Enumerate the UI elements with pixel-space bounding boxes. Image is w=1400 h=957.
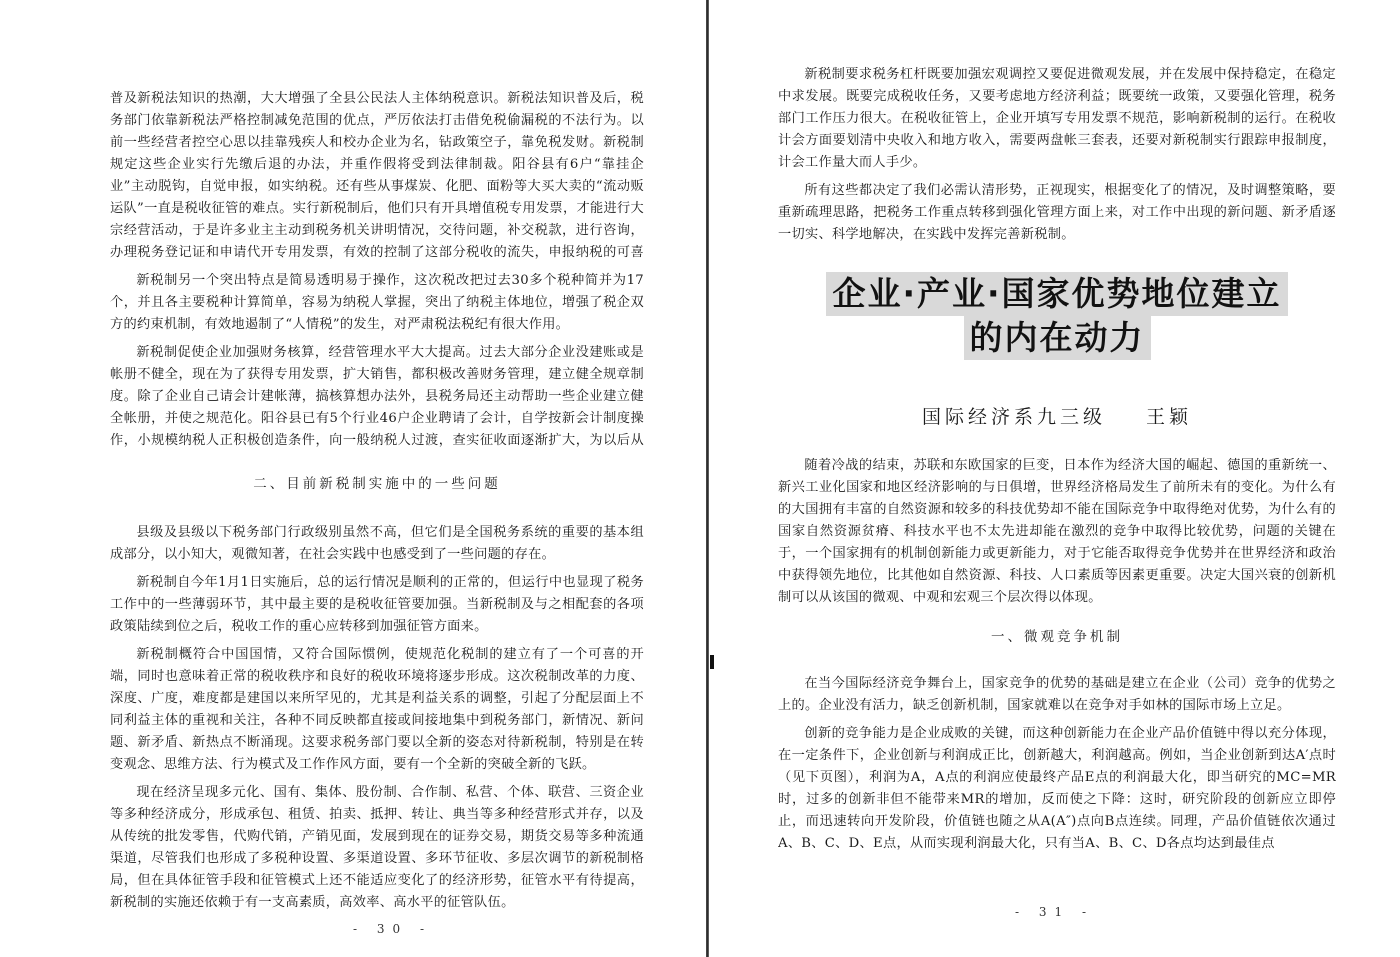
left-text-column (110, 88, 644, 914)
left-paragraph-1: 普及新税法知识的热潮，大大增强了全县公民法人主体纳税意识。新税法知识普及后，税务部门依靠新税法严格控制减免范围的优点，严厉依法打击借免税偷漏税的不法行为。以前一些经营者控空心思以挂靠残疾人和校办企业为名，钻政策空子，靠免税发财。新税制规定这些企业实行先缴后退的办法，并重作假将受到法律制裁。阳谷县有6户“靠挂企业”主动脱钩，自觉申报，如实纳税。还有些从事煤炭、化肥、面粉等大买大卖的“流动贩运队”一直是税收征管的难点。实行新税制后，他们只有开具增值税专用发票，才能进行大宗经营活动，于是许多业主主动到税务机关讲明情况，交待问题，补交税款，进行咨询，办理税务登记证和申请代开专用发票，有效的控制了这部分税收的流失，申报纳税的可喜 (110, 91, 644, 260)
left-paragraph-4: 县级及县级以下税务部门行政级别虽然不高，但它们是全国税务系统的重要的基本组成部分，以小知大，观微知著，在社会实践中也感受到了一些问题的存在。 (110, 525, 644, 562)
left-paragraph-2: 新税制另一个突出特点是简易透明易于操作，这次税改把过去30多个税种简并为17个，并且各主要税种计算简单，容易为纳税人掌握，突出了纳税主体地位，增强了税企双方的约束机制，有效地遏制了“人情税”的发生，对严肃税法税纪有很大作用。 (110, 273, 644, 332)
right-intro-paragraph: 随着冷战的结束，苏联和东欧国家的巨变，日本作为经济大国的崛起、德国的重新统一、新兴工业化国家和地区经济影响的与日俱增，世界经济格局发生了前所未有的变化。为什么有的大国拥有丰富的自然资源和较多的科技优势却不能在国际竞争中取得绝对优势，为什么有的国家自然资源贫瘠、科技水平也不太先进却能在激烈的竞争中取得比较优势，问题的关键在于，一个国家拥有的机制创新能力或更新能力，对于它能否取得竞争优势并在世界经济和政治中获得领先地位，比其他如自然资源、科技、人口素质等因素更重要。决定大国兴衰的创新机制可以从该国的微观、中观和宏观三个层次得以体现。 (778, 458, 1336, 605)
article-title-line-2: 的内在动力 (964, 316, 1151, 360)
right-section-heading: 一、微观竞争机制 (991, 629, 1123, 645)
article-title-line-1: 企业·产业·国家优势地位建立 (826, 272, 1287, 316)
left-paragraph-7: 现在经济呈现多元化、国有、集体、股份制、合作制、私营、个体、联营、三资企业等多种经济成分，形成承包、租赁、拍卖、抵押、转让、典当等多种经营形式并存，以及从传统的批发零售，代购代销，产销见面，发展到现在的证券交易，期货交易等多种流通渠道，尽管我们也形成了多税种设置、多渠道设置、多环节征收、多层次调节的新税制格局，但在具体征管手段和征管模式上还不能适应变化了的经济形势，征管水平有待提高，新税制的实施还依赖于有一支高素质，高效率、高水平的征管队伍。 (110, 785, 644, 910)
page-number-right: - 31 - (1015, 905, 1095, 919)
right-paragraph-1: 新税制要求税务杠杆既要加强宏观调控又要促进微观发展，并在发展中保持稳定，在稳定中求发展。既要完成税收任务，又要考虑地方经济利益；既要统一政策，又要强化管理，税务部门工作压力很大。在税收征管上，企业开填写专用发票不规范，影响新税制的运行。在税收计会方面要划清中央收入和地方收入，需要两盘帐三套表，还要对新税制实行跟踪申报制度，计会工作量大而人手少。 (778, 67, 1336, 170)
author-affiliation: 国际经济系九三级 (921, 406, 1106, 428)
page-number-left: - 30 - (353, 922, 433, 936)
right-paragraph-4: 创新的竞争能力是企业成败的关键，而这种创新能力在企业产品价值链中得以充分体现，在一定条件下，企业创新与利润成正比，创新越大，利润越高。例如，当企业创新到达A′点时（见下页图），利润为A，A点的利润应使最终产品E点的利润最大化，即当研究的MC=MR时，过多的创新非但不能带来MR的增加，反而使之下降：这时，研究阶段的创新应立即停止，而迅速转向开发阶段，价值链也随之从A(A″)点向B点连续。同理，产品价值链依次通过A、B、C、D、E点，从而实现利润最大化，只有当A、B、C、D各点均达到最佳点 (778, 726, 1336, 851)
left-paragraph-5: 新税制自今年1月1日实施后，总的运行情况是顺利的正常的，但运行中也显现了税务工作中的一些薄弱环节，其中最主要的是税收征管要加强。当新税制及与之相配套的各项政策陆续到位之后，税收工作的重心应转移到加强征管方面来。 (110, 575, 644, 634)
right-paragraph-2: 所有这些都决定了我们必需认清形势，正视现实，根据变化了的情况，及时调整策略，要重新疏理思路，把税务工作重点转移到强化管理方面上来，对工作中出现的新问题、新矛盾逐一切实、科学地解决，在实践中发挥完善新税制。 (778, 183, 1336, 242)
author-name: 王颖 (1146, 406, 1193, 428)
left-section-heading: 二、目前新税制实施中的一些问题 (253, 476, 501, 492)
article-title (778, 272, 1336, 360)
left-paragraph-3: 新税制促使企业加强财务核算，经营管理水平大大提高。过去大部分企业没建账或是帐册不健全，现在为了获得专用发票，扩大销售，都积极改善财务管理，建立健全规章制度。除了企业自己请会计建帐薄，搞核算想办法外，县税务局还主动帮助一些企业建立健全帐册，并使之规范化。阳谷县已有5个行业46户企业聘请了会计，自学按新会计制度操作，小规模纳税人正积极创造条件，向一般纳税人过渡，查实征收面逐渐扩大，为以后从 (110, 345, 644, 448)
right-paragraph-3: 在当今国际经济竞争舞台上，国家竞争的优势的基础是建立在企业（公司）竞争的优势之上的。企业没有活力，缺乏创新机制，国家就难以在竞争对手如林的国际市场上立足。 (778, 676, 1336, 713)
right-page (712, 0, 1400, 957)
book-gutter (706, 0, 709, 957)
byline (778, 402, 1336, 429)
left-paragraph-6: 新税制概符合中国国情，又符合国际惯例，使规范化税制的建立有了一个可喜的开端，同时也意味着正常的税收秩序和良好的税收环境将逐步形成。这次税制改革的力度、深度、广度，难度都是建国以来所罕见的，尤其是利益关系的调整，引起了分配层面上不同利益主体的重视和关注，各种不同反映都直接或间接地集中到税务部门，新情况、新问题、新矛盾、新热点不断涌现。这要求税务部门要以全新的姿态对待新税制，特别是在转变观念、思维方法、行为模式及工作作风方面，要有一个全新的突破全新的飞跃。 (110, 647, 644, 772)
right-text-column (778, 64, 1336, 855)
